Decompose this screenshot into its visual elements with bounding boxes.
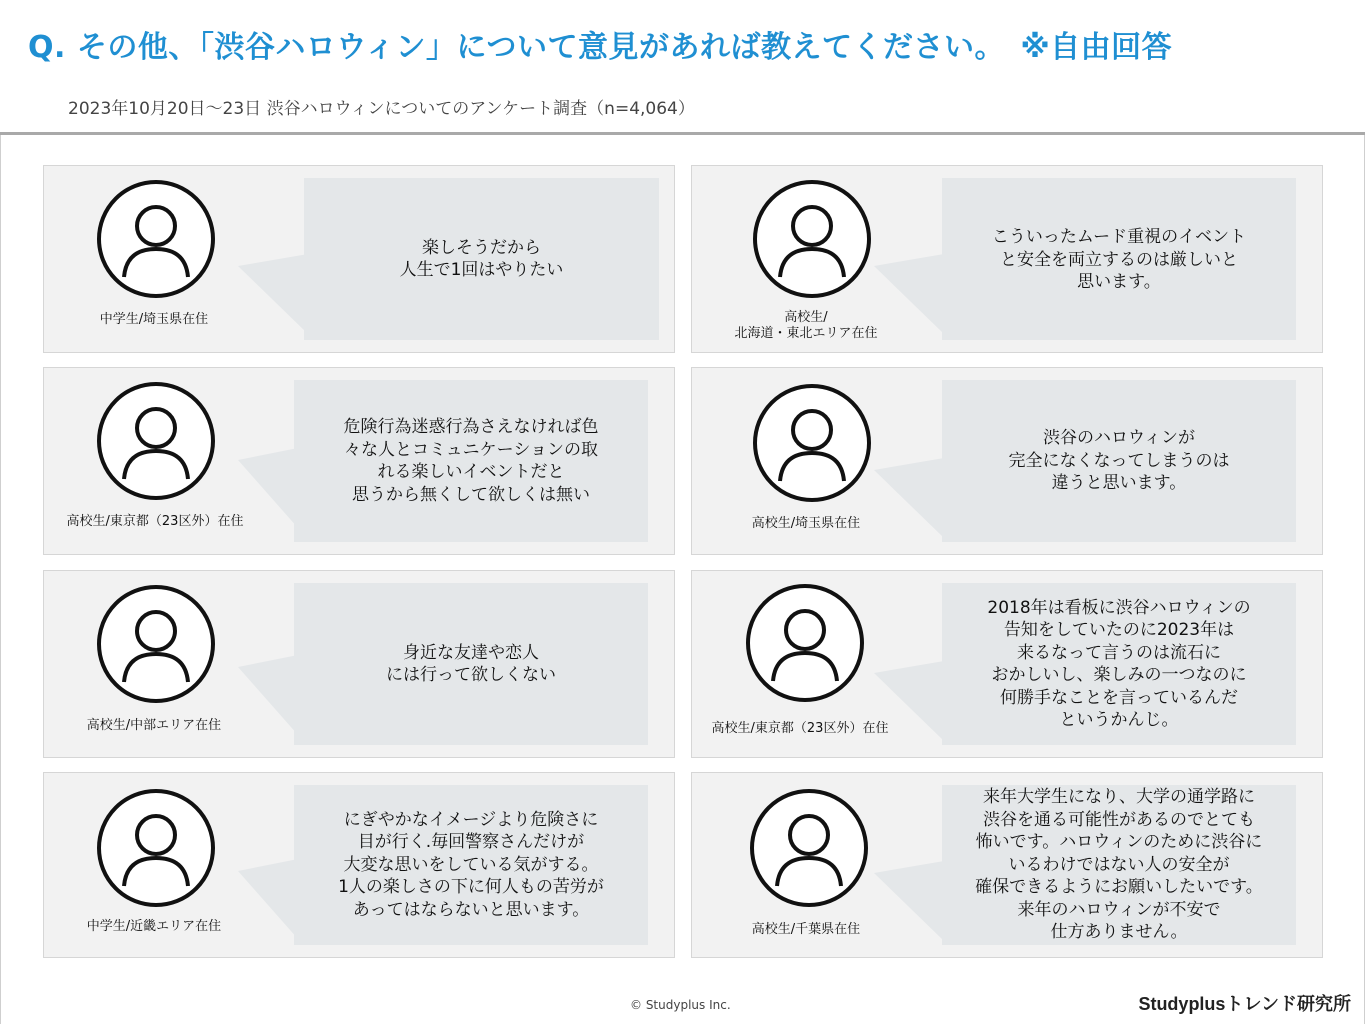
comment-bubble	[294, 785, 648, 945]
frame-left-border	[0, 135, 1, 1024]
header-divider	[0, 132, 1365, 135]
user-avatar-icon	[96, 584, 216, 704]
copyright-text: © Studyplus Inc.	[630, 998, 731, 1012]
header	[0, 0, 1365, 136]
comment-text: 2018年は看板に渋谷ハロウィンの 告知をしていたのに2023年は 来るなって言うのは流石に おかしいし、楽しみの一つなのに 何勝手なことを言っているんだ というかんじ。	[987, 597, 1251, 730]
comment-card-8	[691, 772, 1323, 958]
user-avatar-icon	[752, 383, 872, 503]
comment-text: にぎやかなイメージより危険さに 目が行く.毎回警察さんだけが 大変な思いをしている気がする。 1人の楽しさの下に何人もの苦労が あってはならないと思います。	[338, 809, 604, 920]
respondent-label: 中学生/近畿エリア在住	[86, 919, 222, 934]
speech-bubble-tail	[874, 861, 944, 941]
comment-card-7	[43, 772, 675, 958]
comment-bubble	[294, 583, 648, 745]
speech-bubble-tail	[874, 458, 944, 538]
comment-bubble	[294, 380, 648, 542]
user-avatar-icon	[752, 179, 872, 299]
respondent-label: 高校生/千葉県在住	[751, 922, 861, 937]
comment-card-4	[691, 367, 1323, 555]
respondent-label: 高校生/中部エリア在住	[86, 718, 222, 733]
page-title: Q. その他、「渋谷ハロウィン」について意見があれば教えてください。 ※自由回答	[28, 30, 1173, 65]
comment-text: 渋谷のハロウィンが 完全になくなってしまうのは 違うと思います。	[1008, 428, 1230, 494]
brand-logo-text: Studyplusトレンド研究所	[1138, 994, 1351, 1014]
comment-bubble	[942, 785, 1296, 945]
comment-bubble	[304, 178, 659, 340]
comment-bubble	[942, 583, 1296, 745]
user-avatar-icon	[96, 179, 216, 299]
speech-bubble-tail	[874, 661, 944, 741]
comment-text: 身近な友達や恋人 には行って欲しくない	[386, 642, 556, 685]
comment-card-5	[43, 570, 675, 758]
comment-card-3	[43, 367, 675, 555]
respondent-label: 高校生/東京都（23区外）在住	[711, 721, 889, 736]
speech-bubble-tail	[238, 859, 298, 939]
respondent-label: 高校生/ 北海道・東北エリア在住	[734, 310, 878, 341]
respondent-label: 高校生/東京都（23区外）在住	[66, 514, 244, 529]
comment-text: 楽しそうだから 人生で1回はやりたい	[399, 237, 564, 280]
user-avatar-icon	[96, 381, 216, 501]
speech-bubble-tail	[238, 254, 308, 334]
comment-bubble	[942, 380, 1296, 542]
respondent-label: 中学生/埼玉県在住	[99, 312, 209, 327]
speech-bubble-tail	[874, 254, 944, 334]
comment-card-6	[691, 570, 1323, 758]
speech-bubble-tail	[238, 655, 298, 735]
comment-text: 危険行為迷惑行為さえなければ色 々な人とコミュニケーションの取 れる楽しいイベントだと 思うから無くして欲しくは無い	[343, 417, 599, 505]
survey-subtitle: 2023年10月20日〜23日 渋谷ハロウィンについてのアンケート調査（n=4,064）	[68, 99, 695, 119]
comment-text: 来年大学生になり、大学の通学路に 渋谷を通る可能性があるのでとても 怖いです。ハロウィンのために渋谷に いるわけではない人の安全が 確保できるようにお願いしたいです。 来年のハロウィンが不安で 仕方ありません。	[975, 787, 1263, 943]
comment-card-2	[691, 165, 1323, 353]
user-avatar-icon	[96, 788, 216, 908]
comment-bubble	[942, 178, 1296, 340]
speech-bubble-tail	[238, 448, 298, 528]
comment-text: こういったムード重視のイベント と安全を両立するのは厳しいと 思います。	[991, 227, 1247, 292]
comment-card-1	[43, 165, 675, 353]
user-avatar-icon	[749, 788, 869, 908]
user-avatar-icon	[745, 583, 865, 703]
respondent-label: 高校生/埼玉県在住	[751, 516, 861, 531]
